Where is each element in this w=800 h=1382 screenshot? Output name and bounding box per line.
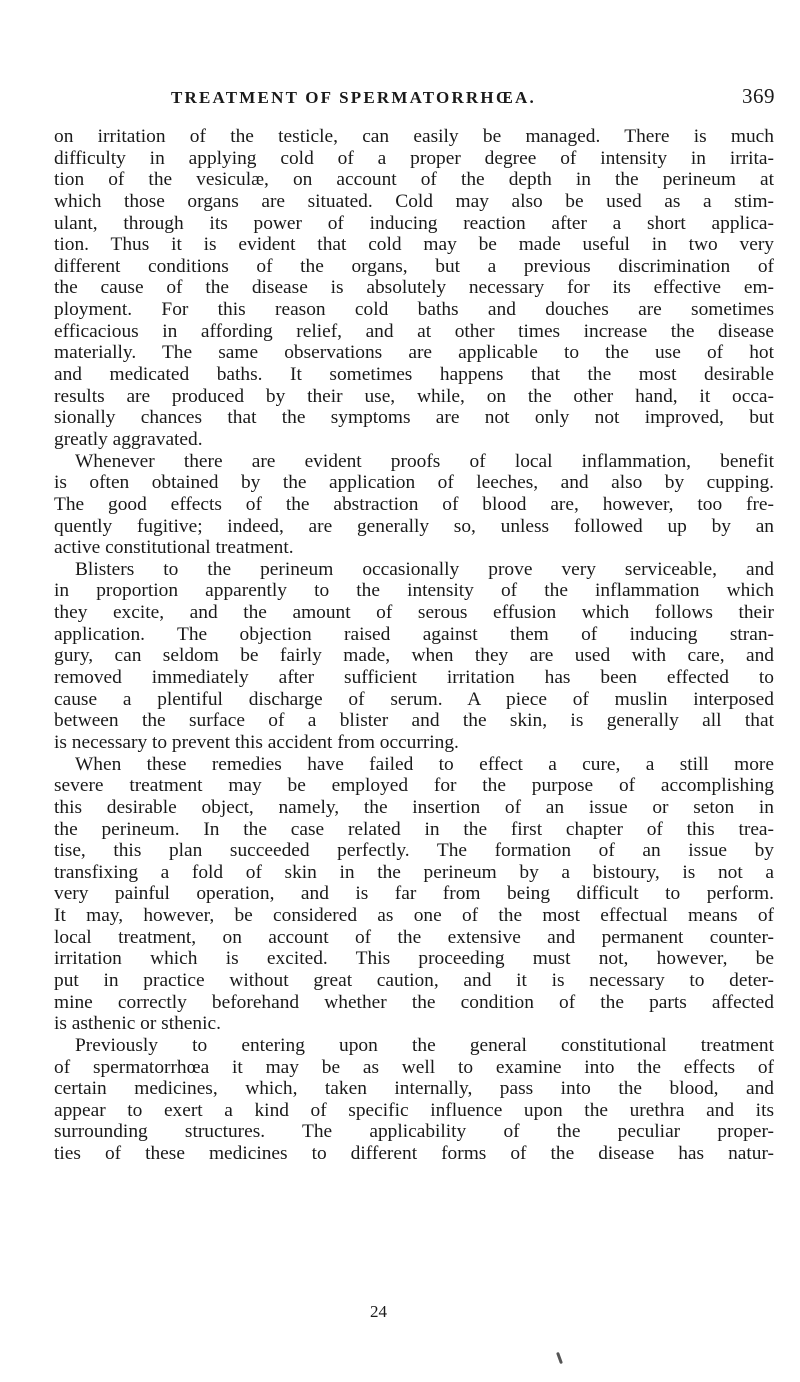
text-line: the cause of the disease is absolutely necessary for its effective em- [54, 277, 774, 299]
text-line: on irritation of the testicle, can easily be managed. There is much [54, 126, 774, 147]
text-line: is often obtained by the application of leeches, and also by cupping. [54, 472, 774, 494]
text-line: the perineum. In the case related in the first chapter of this trea- [54, 818, 774, 840]
text-line: in proportion apparently to the intensity of the inflammation which [54, 580, 774, 602]
text-line: this desirable object, namely, the insertion of an issue or seton in [54, 796, 774, 818]
text-line: certain medicines, which, taken internally, pass into the blood, and [54, 1078, 774, 1100]
text-line: which those organs are situated. Cold may also be used as a stim- [54, 190, 774, 212]
text-line: is asthenic or sthenic. [54, 1013, 221, 1035]
text-line: and medicated baths. It sometimes happens that the most desirable [54, 364, 774, 386]
body-text [54, 126, 774, 1165]
text-line: ties of these medicines to different forms of the disease has natur- [54, 1143, 774, 1165]
text-line: The good effects of the abstraction of blood are, however, too fre- [54, 493, 774, 515]
text-line: is necessary to prevent this accident from occurring. [54, 731, 459, 753]
text-line: sionally chances that the symptoms are not only not improved, but [54, 407, 774, 429]
text-line: greatly aggravated. [54, 428, 203, 450]
text-line: severe treatment may be employed for the purpose of accomplishing [54, 775, 774, 797]
text-line: Blisters to the perineum occasionally prove very serviceable, and [75, 558, 774, 580]
text-line: put in practice without great caution, and it is necessary to deter- [54, 969, 774, 991]
text-line: efficacious in affording relief, and at other times increase the disease [54, 320, 774, 342]
signature-mark: 24 [370, 1302, 387, 1321]
text-line: tise, this plan succeeded perfectly. The formation of an issue by [54, 840, 774, 862]
text-line: transfixing a fold of skin in the perineum by a bistoury, is not a [54, 861, 774, 883]
text-line: mine correctly beforehand whether the condition of the parts affected [54, 991, 774, 1013]
text-line: of spermatorrhœa it may be as well to examine into the effects of [54, 1056, 774, 1078]
text-line: irritation which is excited. This proceeding must not, however, be [54, 948, 774, 970]
ink-speck [556, 1352, 563, 1364]
text-line: appear to exert a kind of specific influence upon the urethra and its [54, 1099, 774, 1121]
text-line: quently fugitive; indeed, are generally so, unless followed up by an [54, 515, 774, 537]
text-line: results are produced by their use, while, on the other hand, it occa- [54, 385, 774, 407]
text-line: ulant, through its power of inducing reaction after a short applica- [54, 212, 774, 234]
page-number: 369 [742, 84, 775, 108]
text-line: surrounding structures. The applicability of the peculiar proper- [54, 1121, 774, 1143]
text-line: gury, can seldom be fairly made, when they are used with care, and [54, 645, 774, 667]
text-line: application. The objection raised against them of inducing stran- [54, 623, 774, 645]
text-line: When these remedies have failed to effect a cure, a still more [75, 753, 774, 775]
text-line: very painful operation, and is far from being difficult to perform. [54, 883, 774, 905]
running-head-title: TREATMENT OF SPERMATORRHŒA. [171, 88, 536, 107]
text-line: ployment. For this reason cold baths and douches are sometimes [54, 299, 774, 321]
text-line: local treatment, on account of the extensive and permanent counter- [54, 926, 774, 948]
text-line: difficulty in applying cold of a proper degree of intensity in irrita- [54, 147, 774, 169]
text-line: between the surface of a blister and the skin, is generally all that [54, 710, 774, 732]
text-line: removed immediately after sufficient irritation has been effected to [54, 667, 774, 689]
text-line: Previously to entering upon the general constitutional treatment [75, 1034, 774, 1056]
text-line: cause a plentiful discharge of serum. A piece of muslin interposed [54, 688, 774, 710]
running-head [171, 84, 775, 112]
text-line: tion. Thus it is evident that cold may be made useful in two very [54, 234, 774, 256]
text-line: active constitutional treatment. [54, 537, 294, 559]
text-line: It may, however, be considered as one of the most effectual means of [54, 905, 774, 927]
text-line: different conditions of the organs, but a previous discrimination of [54, 255, 774, 277]
text-line: materially. The same observations are applicable to the use of hot [54, 342, 774, 364]
text-line: tion of the vesiculæ, on account of the depth in the perineum at [54, 169, 774, 191]
text-line: Whenever there are evident proofs of local inflammation, benefit [75, 450, 774, 472]
text-line: they excite, and the amount of serous effusion which follows their [54, 602, 774, 624]
